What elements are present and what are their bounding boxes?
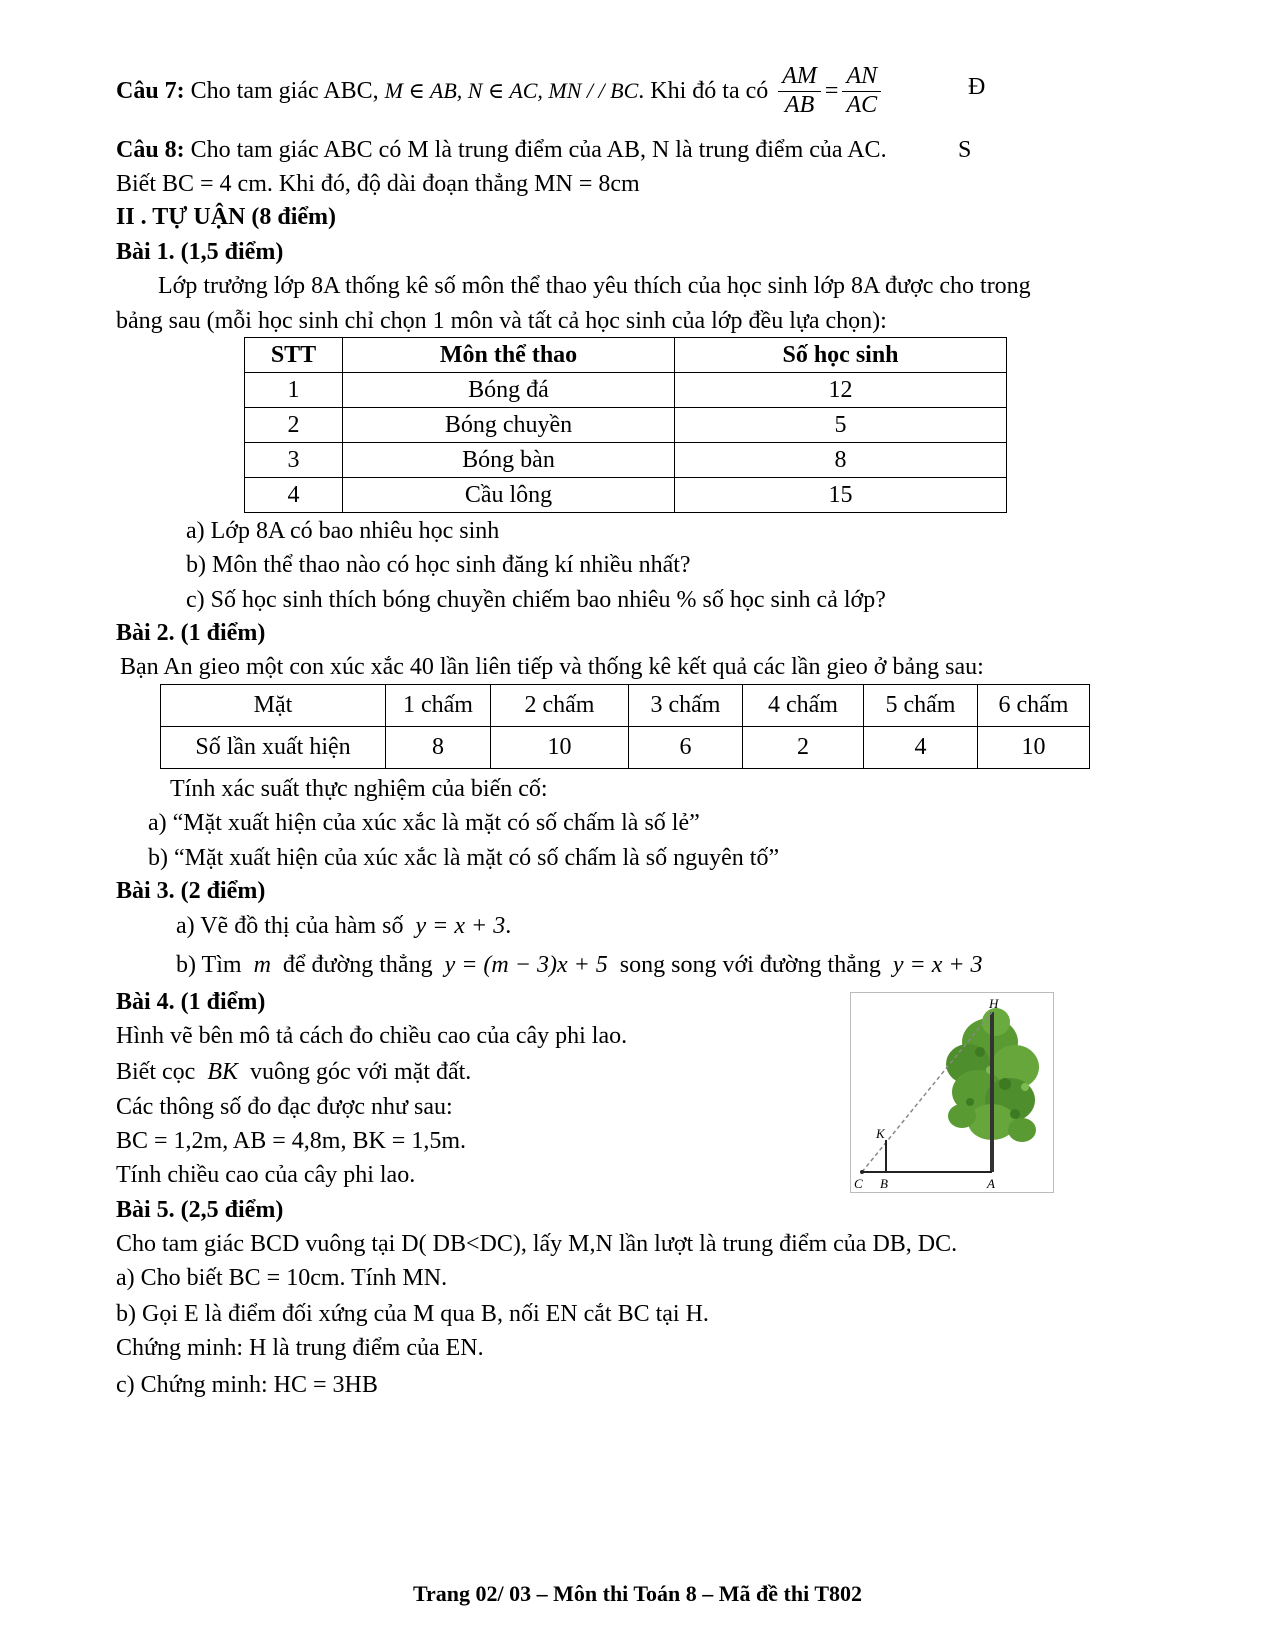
table-cell: Mặt xyxy=(161,685,386,727)
label-h: H xyxy=(989,996,999,1011)
bai3-qb-text3: song song với đường thẳng xyxy=(619,952,881,978)
bai2-intro: Bạn An gieo một con xúc xắc 40 lần liên tiếp và thống kê kết quả các lần gieo ở bảng sau: xyxy=(120,654,984,680)
tree-figure xyxy=(850,992,1055,1194)
table-cell: 1 xyxy=(245,373,343,408)
header-stt: STT xyxy=(245,338,343,373)
q7-text: Cho tam giác ABC, xyxy=(190,77,379,104)
header-count: Số học sinh xyxy=(675,338,1007,373)
bai5-l3: b) Gọi E là điểm đối xứng của M qua B, nối EN cắt BC tại H. xyxy=(116,1301,709,1327)
header-sport: Môn thể thao xyxy=(343,338,675,373)
table-cell: 2 chấm xyxy=(491,685,629,727)
table-row xyxy=(161,727,1090,769)
q7-line xyxy=(116,64,885,118)
table-cell: 12 xyxy=(675,373,1007,408)
bai1-intro2: bảng sau (mỗi học sinh chỉ chọn 1 môn và tất cả học sinh của lớp đều lựa chọn): xyxy=(116,308,887,334)
bai4-l2b: vuông góc với mặt đất. xyxy=(249,1059,472,1085)
q8-label: Câu 8: xyxy=(116,137,185,163)
table-cell: Số lần xuất hiện xyxy=(161,727,386,769)
bai4-l2 xyxy=(116,1058,471,1087)
q7-f1-den: AB xyxy=(784,91,815,118)
table-cell: 3 xyxy=(245,443,343,478)
table-cell: 8 xyxy=(386,727,491,769)
q7-f1-num: AM xyxy=(778,63,821,92)
q7-answer: Đ xyxy=(968,74,986,100)
bai3-qa xyxy=(176,912,511,941)
bai5-l1: Cho tam giác BCD vuông tại D( DB<DC), lấy M,N lần lượt là trung điểm của DB, DC. xyxy=(116,1231,958,1257)
table-cell: 4 xyxy=(245,478,343,513)
table-cell: 4 xyxy=(864,727,978,769)
q7-math: M ∈ AB, N ∈ AC, MN / / BC xyxy=(384,77,639,103)
bai5-l2: a) Cho biết BC = 10cm. Tính MN. xyxy=(116,1265,448,1291)
bai1-qc: c) Số học sinh thích bóng chuyền chiếm bao nhiêu % số học sinh cả lớp? xyxy=(186,587,886,613)
table-row xyxy=(245,478,1007,513)
table-cell: 2 xyxy=(245,408,343,443)
sports-table xyxy=(244,337,1007,513)
table-cell: 8 xyxy=(675,443,1007,478)
bai3-qa-math: y = x + 3 xyxy=(415,913,506,939)
q7-text2: . Khi đó ta có xyxy=(638,77,769,104)
bai3-qa-end: . xyxy=(505,913,512,939)
label-a: A xyxy=(987,1176,995,1191)
bai4-l4: BC = 1,2m, AB = 4,8m, BK = 1,5m. xyxy=(116,1128,466,1154)
bai2-qa: a) “Mặt xuất hiện của xúc xắc là mặt có số chấm là số lẻ” xyxy=(148,810,700,836)
bai2-title: Bài 2. (1 điểm) xyxy=(116,620,266,646)
bai3-qb xyxy=(176,951,983,980)
table-cell: 2 xyxy=(743,727,864,769)
table-cell: 1 chấm xyxy=(386,685,491,727)
dice-table xyxy=(160,684,1090,769)
section-title: II . TỰ UẬN (8 điểm) xyxy=(116,204,336,230)
q8-line1 xyxy=(116,136,887,165)
q8-line2: Biết BC = 4 cm. Khi đó, độ dài đoạn thẳng MN = 8cm xyxy=(116,171,640,197)
bai4-l1: Hình vẽ bên mô tả cách đo chiều cao của cây phi lao. xyxy=(116,1023,628,1049)
bai1-qa: a) Lớp 8A có bao nhiêu học sinh xyxy=(186,518,500,544)
table-cell: Bóng chuyền xyxy=(343,408,675,443)
table-cell: 5 chấm xyxy=(864,685,978,727)
q7-label: Câu 7: xyxy=(116,77,185,104)
bai3-qb-m: m xyxy=(253,952,271,978)
table-cell: 15 xyxy=(675,478,1007,513)
bai4-l2m: BK xyxy=(207,1059,238,1085)
bai4-l3: Các thông số đo đạc được như sau: xyxy=(116,1094,453,1120)
table-row xyxy=(245,443,1007,478)
table-cell: 6 chấm xyxy=(978,685,1090,727)
bai3-title: Bài 3. (2 điểm) xyxy=(116,878,266,904)
table-cell: 10 xyxy=(978,727,1090,769)
table-cell: Bóng đá xyxy=(343,373,675,408)
bai3-qb-text2: để đường thẳng xyxy=(282,952,433,978)
table-row xyxy=(161,685,1090,727)
bai1-title: Bài 1. (1,5 điểm) xyxy=(116,239,284,265)
bai3-qa-text: a) Vẽ đồ thị của hàm số xyxy=(176,913,404,939)
q8-text: Cho tam giác ABC có M là trung điểm của AB, N là trung điểm của AC. xyxy=(190,137,887,163)
bai2-qb: b) “Mặt xuất hiện của xúc xắc là mặt có số chấm là số nguyên tố” xyxy=(148,845,780,871)
q7-equals: = xyxy=(824,77,839,104)
bai4-l2a: Biết cọc xyxy=(116,1059,196,1085)
table-row xyxy=(245,373,1007,408)
table-header-row xyxy=(245,338,1007,373)
bai1-intro1: Lớp trưởng lớp 8A thống kê số môn thể thao yêu thích của học sinh lớp 8A được cho trong xyxy=(158,273,1031,299)
label-b: B xyxy=(880,1176,888,1191)
q8-answer: S xyxy=(958,137,972,163)
q7-fraction-2 xyxy=(842,63,881,119)
table-cell: Cầu lông xyxy=(343,478,675,513)
label-c: C xyxy=(854,1176,863,1191)
table-cell: 3 chấm xyxy=(629,685,743,727)
bai3-qb-math2: y = x + 3 xyxy=(892,952,983,978)
table-cell: 6 xyxy=(629,727,743,769)
q7-fraction-1 xyxy=(778,63,821,119)
q7-f2-den: AC xyxy=(846,91,878,118)
table-cell: 10 xyxy=(491,727,629,769)
bai1-qb: b) Môn thể thao nào có học sinh đăng kí nhiều nhất? xyxy=(186,552,691,578)
bai5-l4: Chứng minh: H là trung điểm của EN. xyxy=(116,1335,484,1361)
table-cell: 4 chấm xyxy=(743,685,864,727)
page-footer: Trang 02/ 03 – Môn thi Toán 8 – Mã đề thi T802 xyxy=(412,1581,863,1606)
bai5-l5: c) Chứng minh: HC = 3HB xyxy=(116,1372,378,1398)
bai3-qb-math1: y = (m − 3)x + 5 xyxy=(444,952,608,978)
table-row xyxy=(245,408,1007,443)
bai2-task: Tính xác suất thực nghiệm của biến cố: xyxy=(170,776,548,802)
label-k: K xyxy=(876,1126,885,1141)
bai5-title: Bài 5. (2,5 điểm) xyxy=(116,1197,284,1223)
table-cell: 5 xyxy=(675,408,1007,443)
bai4-l5: Tính chiều cao của cây phi lao. xyxy=(116,1162,416,1188)
bai3-qb-text1: b) Tìm xyxy=(176,952,242,978)
table-cell: Bóng bàn xyxy=(343,443,675,478)
bai4-title: Bài 4. (1 điểm) xyxy=(116,989,266,1015)
q7-f2-num: AN xyxy=(842,63,881,92)
